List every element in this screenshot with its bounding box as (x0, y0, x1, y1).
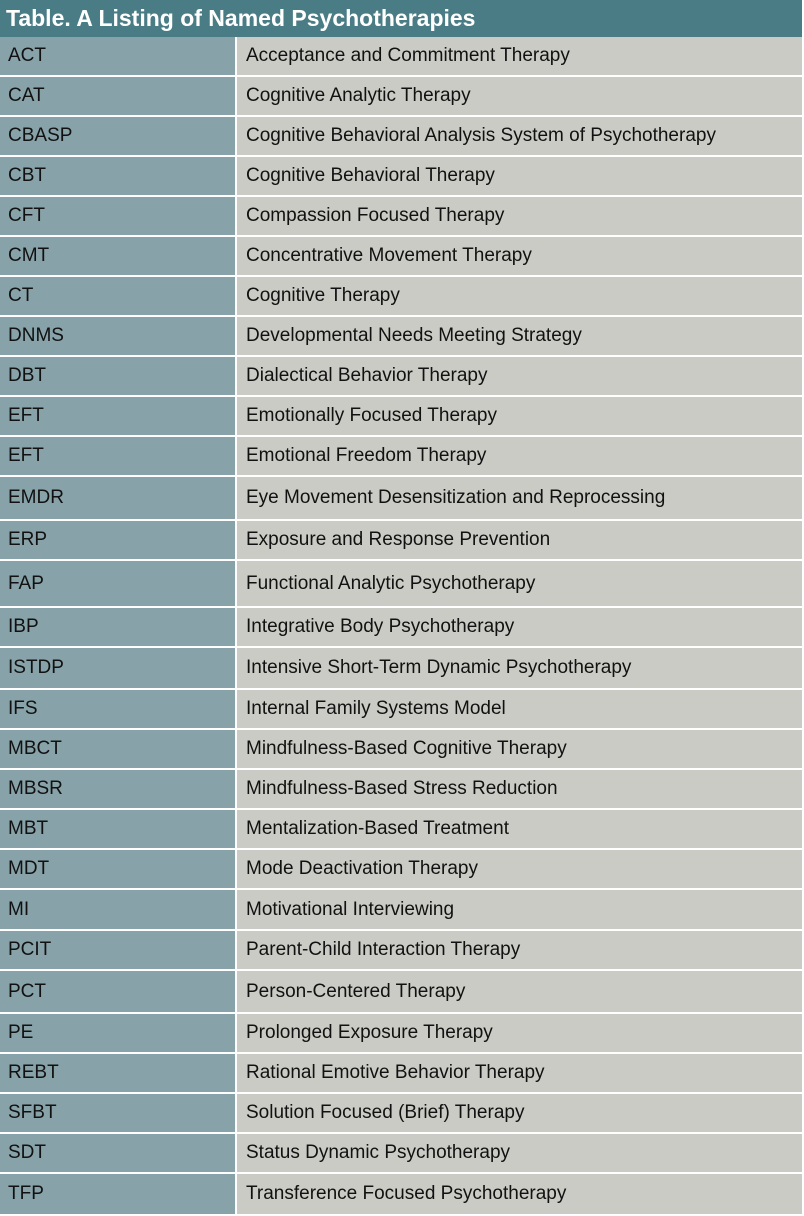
abbreviation-cell: PCT (0, 971, 237, 1012)
table-row (0, 690, 802, 730)
table-row (0, 157, 802, 197)
abbreviation-cell: MBSR (0, 770, 237, 808)
table-row (0, 77, 802, 117)
table-row (0, 1134, 802, 1174)
full-name-cell: Internal Family Systems Model (237, 690, 802, 728)
abbreviation-cell: TFP (0, 1174, 237, 1214)
full-name-cell: Transference Focused Psychotherapy (237, 1174, 802, 1214)
full-name-cell: Cognitive Therapy (237, 277, 802, 315)
full-name-cell: Mindfulness-Based Stress Reduction (237, 770, 802, 808)
abbreviation-cell: CAT (0, 77, 237, 115)
full-name-cell: Emotionally Focused Therapy (237, 397, 802, 435)
full-name-cell: Integrative Body Psychotherapy (237, 608, 802, 646)
full-name-cell: Person-Centered Therapy (237, 971, 802, 1012)
table-row (0, 608, 802, 648)
abbreviation-cell: CBASP (0, 117, 237, 155)
full-name-cell: Exposure and Response Prevention (237, 521, 802, 559)
abbreviation-cell: EFT (0, 397, 237, 435)
table-row (0, 971, 802, 1014)
table-row (0, 397, 802, 437)
full-name-cell: Acceptance and Commitment Therapy (237, 37, 802, 75)
abbreviation-cell: MDT (0, 850, 237, 888)
abbreviation-cell: CT (0, 277, 237, 315)
abbreviation-cell: ISTDP (0, 648, 237, 688)
full-name-cell: Mode Deactivation Therapy (237, 850, 802, 888)
table-row (0, 117, 802, 157)
abbreviation-cell: CBT (0, 157, 237, 195)
table-row (0, 37, 802, 77)
abbreviation-cell: PE (0, 1014, 237, 1052)
full-name-cell: Emotional Freedom Therapy (237, 437, 802, 475)
table-row (0, 730, 802, 770)
table-body (0, 37, 802, 1214)
abbreviation-cell: REBT (0, 1054, 237, 1092)
table-title: Table. A Listing of Named Psychotherapies (0, 0, 802, 37)
table-row (0, 1014, 802, 1054)
table-row (0, 770, 802, 810)
abbreviation-cell: FAP (0, 561, 237, 606)
abbreviation-cell: IFS (0, 690, 237, 728)
abbreviation-cell: EMDR (0, 477, 237, 519)
abbreviation-cell: MBT (0, 810, 237, 848)
table-row (0, 521, 802, 561)
abbreviation-cell: SFBT (0, 1094, 237, 1132)
full-name-cell: Motivational Interviewing (237, 890, 802, 929)
full-name-cell: Parent-Child Interaction Therapy (237, 931, 802, 969)
table-row (0, 810, 802, 850)
abbreviation-cell: ACT (0, 37, 237, 75)
table-row (0, 890, 802, 931)
abbreviation-cell: SDT (0, 1134, 237, 1172)
full-name-cell: Solution Focused (Brief) Therapy (237, 1094, 802, 1132)
full-name-cell: Mindfulness-Based Cognitive Therapy (237, 730, 802, 768)
abbreviation-cell: MBCT (0, 730, 237, 768)
table-row (0, 1054, 802, 1094)
table-row (0, 477, 802, 521)
full-name-cell: Concentrative Movement Therapy (237, 237, 802, 275)
full-name-cell: Prolonged Exposure Therapy (237, 1014, 802, 1052)
abbreviation-cell: PCIT (0, 931, 237, 969)
table-row (0, 237, 802, 277)
full-name-cell: Compassion Focused Therapy (237, 197, 802, 235)
abbreviation-cell: CMT (0, 237, 237, 275)
full-name-cell: Status Dynamic Psychotherapy (237, 1134, 802, 1172)
full-name-cell: Eye Movement Desensitization and Reprocessing (237, 477, 802, 519)
full-name-cell: Cognitive Behavioral Analysis System of Psychotherapy (237, 117, 802, 155)
full-name-cell: Mentalization-Based Treatment (237, 810, 802, 848)
table-row (0, 850, 802, 890)
full-name-cell: Cognitive Behavioral Therapy (237, 157, 802, 195)
full-name-cell: Cognitive Analytic Therapy (237, 77, 802, 115)
full-name-cell: Rational Emotive Behavior Therapy (237, 1054, 802, 1092)
full-name-cell: Intensive Short-Term Dynamic Psychotherapy (237, 648, 802, 688)
abbreviation-cell: DNMS (0, 317, 237, 355)
abbreviation-cell: CFT (0, 197, 237, 235)
abbreviation-cell: MI (0, 890, 237, 929)
table-row (0, 1094, 802, 1134)
full-name-cell: Developmental Needs Meeting Strategy (237, 317, 802, 355)
table-row (0, 357, 802, 397)
full-name-cell: Dialectical Behavior Therapy (237, 357, 802, 395)
table-row (0, 437, 802, 477)
full-name-cell: Functional Analytic Psychotherapy (237, 561, 802, 606)
abbreviation-cell: IBP (0, 608, 237, 646)
abbreviation-cell: EFT (0, 437, 237, 475)
table-row (0, 197, 802, 237)
abbreviation-cell: DBT (0, 357, 237, 395)
table-row (0, 317, 802, 357)
abbreviation-cell: ERP (0, 521, 237, 559)
table-row (0, 277, 802, 317)
table-row (0, 561, 802, 608)
table-row (0, 1174, 802, 1214)
table-row (0, 931, 802, 971)
table-row (0, 648, 802, 690)
